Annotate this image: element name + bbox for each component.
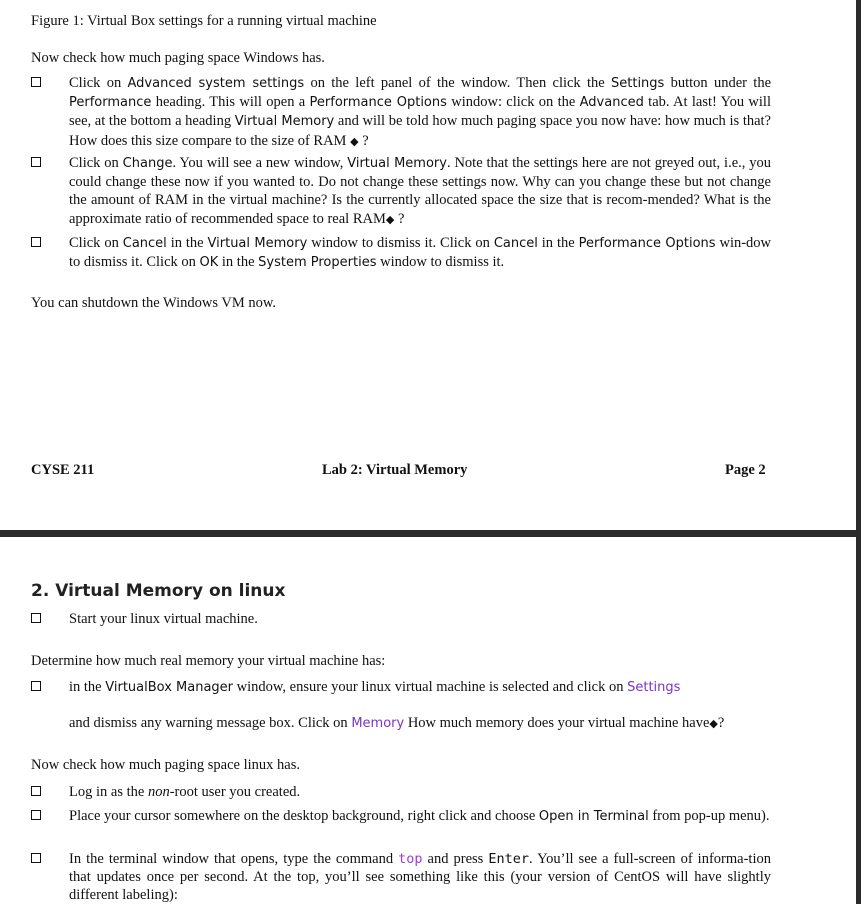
item-text: Start your linux virtual machine. — [69, 611, 258, 627]
item-text: Click on Change. You will see a new window, Virtual Memory. Note that the settings here are not greyed out, i.e., you could change these now if you wanted to. Do not change these settings now. Why can you change these but not change the amount of RAM in the virtual machine? Is the currently allocated space the size that is recom-mended? What is the approximate ratio of recommended space to real RAM◆ ? — [69, 155, 772, 227]
checkbox-icon[interactable] — [31, 810, 41, 820]
checkbox-icon[interactable] — [31, 237, 41, 247]
item-text: Click on Advanced system settings on the left panel of the window. Then click the Settings button under the Performance heading. This will open a Performance Options window: click on the Advanced tab. At last! You will see, at the bottom a heading Virtual Memory and will be told how much paging space you now have: how much is that? How does this size compare to the size of RAM ◆ ? — [69, 75, 771, 149]
item-text: Place your cursor somewhere on the desktop background, right click and choose Open in Terminal from pop-up menu). — [69, 808, 770, 824]
checklist-item — [31, 850, 771, 905]
answer-marker-icon: ◆ — [385, 213, 395, 226]
checklist-item — [31, 234, 771, 272]
viewer-right-edge — [856, 0, 861, 904]
checklist-item — [31, 783, 771, 801]
item-text: in the VirtualBox Manager window, ensure your linux virtual machine is selected and click on Settings — [69, 679, 681, 695]
figure-caption: Figure 1: Virtual Box settings for a running virtual machine — [31, 13, 377, 29]
paragraph-determine-memory: Determine how much real memory your virtual machine has: — [31, 653, 386, 669]
checkbox-icon[interactable] — [31, 77, 41, 87]
item-text: Log in as the non-root user you created. — [69, 784, 301, 800]
item-text: In the terminal window that opens, type the command top and press Enter. You’ll see a full-screen of informa-tion that updates once per second. At the top, you’ll see something like this (your version of CentOS will have slightly different labeling): — [69, 851, 771, 904]
footer-page-number: Page 2 — [725, 462, 766, 478]
paragraph-shutdown: You can shutdown the Windows VM now. — [31, 295, 276, 311]
answer-marker-icon: ◆ — [709, 718, 718, 730]
paragraph-paging-linux: Now check how much paging space linux has. — [31, 757, 300, 773]
page-separator — [0, 530, 861, 537]
settings-link[interactable]: Settings — [627, 680, 681, 695]
checklist-item — [31, 807, 771, 826]
checkbox-icon[interactable] — [31, 786, 41, 796]
checkbox-icon[interactable] — [31, 613, 41, 623]
checkbox-icon[interactable] — [31, 853, 41, 863]
checklist-item — [31, 154, 771, 229]
item-continuation: and dismiss any warning message box. Click on Memory How much memory does your virtual machine have◆? — [69, 715, 725, 731]
checklist-item — [31, 74, 771, 151]
answer-marker-icon: ◆ — [350, 135, 359, 148]
item-text: Click on Cancel in the Virtual Memory window to dismiss it. Click on Cancel in the Performance Options win-dow to dismiss it. Click on OK in the System Properties window to dismiss it. — [69, 235, 772, 271]
footer-course: CYSE 211 — [31, 462, 95, 478]
paragraph-paging-windows: Now check how much paging space Windows has. — [31, 50, 325, 66]
memory-link[interactable]: Memory — [351, 716, 405, 731]
section-heading: 2. Virtual Memory on linux — [31, 581, 286, 601]
checklist-item — [31, 610, 771, 628]
checkbox-icon[interactable] — [31, 681, 41, 691]
footer-title: Lab 2: Virtual Memory — [322, 462, 468, 478]
checkbox-icon[interactable] — [31, 157, 41, 167]
checklist-item — [31, 678, 771, 697]
